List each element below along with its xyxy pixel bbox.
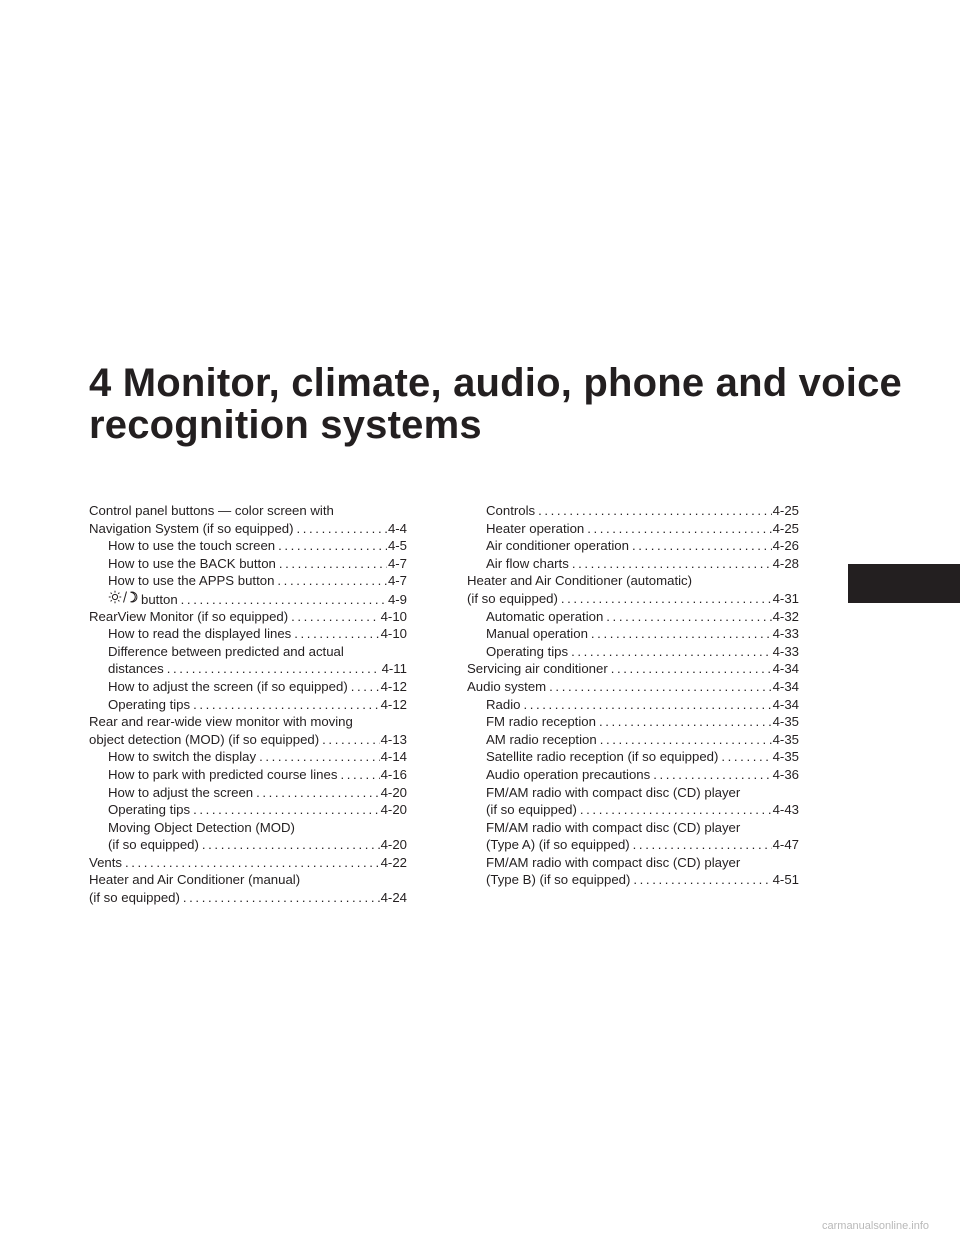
toc-leader-dots	[178, 591, 387, 608]
footer-watermark: carmanualsonline.info	[822, 1220, 930, 1232]
toc-entry-title: Controls	[486, 503, 536, 518]
toc-leader-dots	[558, 590, 772, 608]
toc-entry-title: Heater operation	[486, 520, 585, 536]
toc-page-number: 4-35	[772, 749, 799, 765]
toc-entry[interactable]	[467, 502, 799, 520]
toc-leader-dots	[597, 731, 772, 749]
toc-entry-title: (if so equipped)	[467, 590, 558, 606]
toc-entry-title: (if so equipped)	[89, 890, 180, 906]
toc-entry[interactable]	[89, 854, 407, 872]
toc-leader-dots	[276, 555, 387, 573]
toc-entry[interactable]	[467, 748, 799, 766]
brightness-day-night-icon	[108, 590, 138, 604]
toc-entry-title: How to use the touch screen	[108, 538, 276, 554]
toc-leader-dots	[122, 854, 380, 872]
toc-entry[interactable]	[467, 643, 799, 661]
toc-entry[interactable]	[89, 678, 407, 696]
toc-entry-title: RearView Monitor (if so equipped)	[89, 608, 289, 624]
toc-leader-dots	[588, 625, 772, 643]
toc-entry-title: Operating tips	[486, 643, 569, 659]
toc-entry-title: Moving Object Detection (MOD)	[108, 819, 295, 835]
toc-entry-title: distances	[108, 661, 164, 677]
toc-leader-dots	[190, 696, 379, 714]
toc-page-number: 4-34	[772, 661, 799, 677]
toc-leader-dots	[199, 836, 380, 854]
toc-page-number: 4-47	[772, 837, 799, 853]
toc-entry-title: Heater and Air Conditioner (automatic)	[467, 573, 693, 589]
toc-leader-dots	[630, 836, 772, 854]
toc-leader-dots	[577, 801, 772, 819]
toc-entry[interactable]	[467, 854, 799, 889]
toc-leader-dots	[337, 766, 379, 784]
chapter-tab-marker	[848, 564, 960, 603]
toc-entry-title: How to use the BACK button	[108, 555, 276, 571]
toc-entry-title: FM radio reception	[486, 714, 596, 730]
toc-entry-title: Audio operation precautions	[486, 766, 651, 782]
toc-entry[interactable]	[89, 696, 407, 714]
toc-page-number: 4-32	[772, 608, 799, 624]
toc-entry-title: How to park with predicted course lines	[108, 766, 338, 782]
toc-entry[interactable]	[89, 819, 407, 854]
toc-entry-title: Air conditioner operation	[486, 538, 629, 554]
toc-page-number: 4-33	[772, 626, 799, 642]
toc-page-number: 4-12	[380, 696, 407, 712]
toc-entry-title: Rear and rear-wide view monitor with moving	[89, 714, 353, 730]
toc-page-number: 4-12	[380, 678, 407, 694]
toc-leader-dots	[596, 713, 772, 731]
toc-entry[interactable]	[89, 766, 407, 784]
toc-leader-dots	[546, 678, 771, 696]
toc-entry[interactable]	[467, 520, 799, 538]
toc-entry[interactable]	[89, 502, 407, 537]
toc-entry[interactable]	[89, 625, 407, 643]
toc-page-number: 4-28	[772, 555, 799, 571]
toc-entry-title: Manual operation	[486, 626, 588, 642]
toc-page-number: 4-22	[380, 854, 407, 870]
toc-leader-dots	[348, 678, 380, 696]
toc-page-number: 4-10	[380, 626, 407, 642]
toc-page-number: 4-34	[772, 678, 799, 694]
toc-entry-title: (Type B) (if so equipped)	[486, 872, 631, 888]
toc-page-number: 4-7	[387, 555, 407, 571]
toc-entry[interactable]	[89, 713, 407, 748]
toc-entry[interactable]	[467, 696, 799, 714]
toc-page-number: 4-10	[380, 608, 407, 624]
toc-page-number: 4-13	[380, 731, 407, 747]
toc-page-number: 4-31	[772, 590, 799, 606]
toc-entry-title: Navigation System (if so equipped)	[89, 520, 294, 536]
toc-entry[interactable]	[89, 643, 407, 678]
toc-entry-title: How to adjust the screen	[108, 784, 254, 800]
toc-entry-title: FM/AM radio with compact disc (CD) player	[486, 784, 741, 800]
toc-entry-title: Servicing air conditioner	[467, 661, 608, 677]
toc-leader-dots	[164, 660, 381, 678]
toc-page-number: 4-5	[387, 538, 407, 554]
toc-leader-dots	[190, 801, 379, 819]
toc-entry[interactable]	[89, 871, 407, 906]
toc-page-number: 4-26	[772, 538, 799, 554]
toc-leader-dots	[630, 871, 771, 889]
toc-page-number: 4-35	[772, 714, 799, 730]
toc-page-number: 4-34	[772, 696, 799, 712]
toc-entry[interactable]	[467, 713, 799, 731]
toc-entry[interactable]	[467, 731, 799, 749]
toc-page-number: 4-14	[380, 749, 407, 765]
toc-leader-dots	[608, 660, 772, 678]
toc-leader-dots	[535, 502, 771, 520]
toc-entry-title: Operating tips	[108, 802, 191, 818]
toc-page-number: 4-33	[772, 643, 799, 659]
toc-leader-dots	[520, 696, 771, 714]
toc-leader-dots	[288, 608, 379, 626]
toc-page-number: 4-4	[387, 520, 407, 536]
toc-page-number: 4-7	[387, 573, 407, 589]
toc-entry[interactable]	[467, 555, 799, 573]
toc-leader-dots	[319, 731, 379, 749]
toc-leader-dots	[569, 555, 772, 573]
toc-page-number: 4-25	[772, 503, 799, 518]
toc-entry[interactable]	[89, 784, 407, 802]
toc-entry[interactable]	[89, 590, 407, 608]
toc-entry[interactable]	[89, 572, 407, 590]
toc-entry[interactable]	[89, 537, 407, 555]
toc-entry-title: Heater and Air Conditioner (manual)	[89, 872, 301, 888]
toc-entry-title: FM/AM radio with compact disc (CD) player	[486, 854, 741, 870]
toc-entry-title: AM radio reception	[486, 731, 597, 747]
toc-leader-dots	[291, 625, 379, 643]
toc-page-number: 4-43	[772, 802, 799, 818]
toc-entry-title: Vents	[89, 854, 122, 870]
toc-leader-dots	[253, 784, 379, 802]
toc-entry-title: Control panel buttons — color screen with	[89, 503, 334, 518]
chapter-title: 4 Monitor, climate, audio, phone and voice recognition systems	[89, 361, 902, 447]
toc-entry-title: (if so equipped)	[486, 802, 577, 818]
toc-entry[interactable]	[89, 801, 407, 819]
toc-entry[interactable]	[467, 537, 799, 555]
toc-leader-dots	[294, 520, 387, 538]
toc-page-number: 4-20	[380, 784, 407, 800]
toc-entry-title: object detection (MOD) (if so equipped)	[89, 731, 320, 747]
toc-page-number: 4-35	[772, 731, 799, 747]
toc-entry-title: (Type A) (if so equipped)	[486, 837, 630, 853]
toc-leader-dots	[718, 748, 771, 766]
toc-page-number: 4-20	[380, 802, 407, 818]
toc-leader-dots	[256, 748, 380, 766]
toc-entry-title: Automatic operation	[486, 608, 604, 624]
toc-entry[interactable]	[89, 748, 407, 766]
toc-leader-dots	[629, 537, 772, 555]
toc-entry-title: Satellite radio reception (if so equipped)	[486, 749, 719, 765]
toc-entry-title: Air flow charts	[486, 555, 569, 571]
toc-leader-dots	[274, 572, 387, 590]
toc-leader-dots	[603, 608, 771, 626]
toc-leader-dots	[568, 643, 771, 661]
toc-page-number: 4-25	[772, 520, 799, 536]
toc-entry[interactable]	[467, 678, 799, 696]
toc-page-number: 4-24	[380, 890, 407, 906]
toc-entry-title: How to read the displayed lines	[108, 626, 292, 642]
toc-entry[interactable]	[467, 608, 799, 626]
toc-entry-title: How to switch the display	[108, 749, 257, 765]
toc-entry[interactable]	[89, 608, 407, 626]
toc-entry-title: Operating tips	[108, 696, 191, 712]
toc-entry-title: Difference between predicted and actual	[108, 643, 344, 659]
toc-page-number: 4-11	[381, 661, 407, 677]
toc-column-left	[89, 502, 407, 907]
toc-entry[interactable]	[467, 572, 799, 607]
toc-page-number: 4-9	[387, 591, 407, 607]
toc-leader-dots	[180, 889, 380, 907]
toc-entry-title: FM/AM radio with compact disc (CD) player	[486, 819, 741, 835]
toc-leader-dots	[275, 537, 387, 555]
toc-entry-title: Audio system	[467, 678, 547, 694]
toc-entry-title: Radio	[486, 696, 521, 712]
toc-entry-title: How to use the APPS button	[108, 573, 275, 589]
toc-entry-title: button	[141, 591, 178, 607]
toc-leader-dots	[584, 520, 771, 538]
toc-entry[interactable]	[467, 784, 799, 819]
toc-page-number: 4-16	[380, 766, 407, 782]
toc-entry[interactable]	[467, 660, 799, 678]
toc-leader-dots	[650, 766, 771, 784]
toc-page-number: 4-51	[772, 872, 799, 888]
toc-page-number: 4-20	[380, 837, 407, 853]
toc-entry[interactable]	[467, 819, 799, 854]
toc-page-number: 4-36	[772, 766, 799, 782]
toc-entry[interactable]	[89, 555, 407, 573]
toc-column-right	[467, 502, 799, 889]
toc-entry[interactable]	[467, 766, 799, 784]
toc-entry[interactable]	[467, 625, 799, 643]
toc-entry-title: How to adjust the screen (if so equipped)	[108, 678, 348, 694]
toc-entry-title: (if so equipped)	[108, 837, 199, 853]
